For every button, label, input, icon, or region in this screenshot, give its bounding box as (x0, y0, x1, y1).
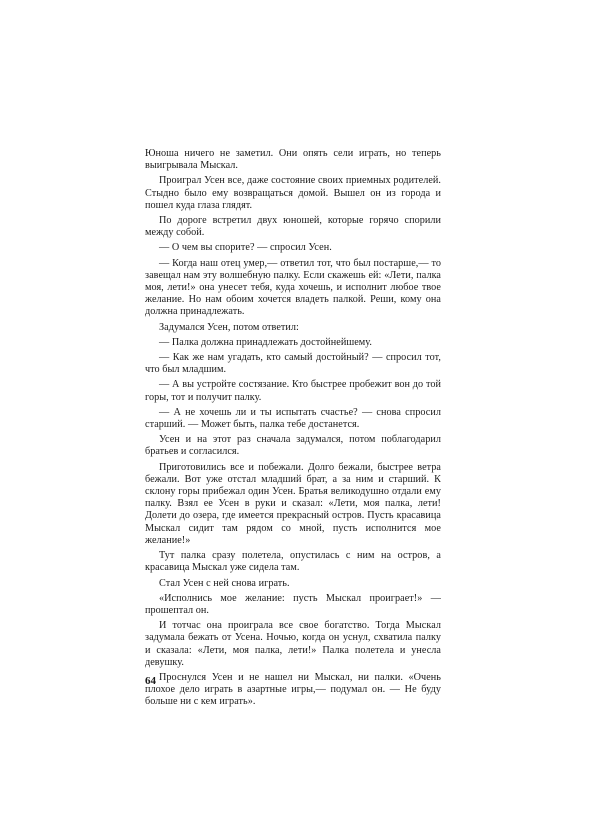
paragraph: По дороге встретил двух юношей, которые горячо спорили между собой. (145, 215, 441, 239)
paragraph: И тотчас она проиграла все свое богатство. Тогда Мыскал задумала бежать от Усена. Ночью, когда он уснул, схватила палку и сказала: «Лети, моя палка, лети!» Палка полетела и унесла девушку. (145, 620, 441, 668)
paragraph: — О чем вы спорите? — спросил Усен. (159, 242, 332, 254)
paragraph: Проснулся Усен и не нашел ни Мыскал, ни палки. «Очень плохое дело играть в азартные игры,— подумал он. — Не буду больше ни с кем играть». (145, 671, 441, 708)
paragraph: Юноша ничего не заметил. Они опять сели играть, но теперь выигрывала Мыскал. (145, 148, 441, 172)
paragraph: Проиграл Усен все, даже состояние своих приемных родителей. Стыдно было ему возвращаться домой. Вышел он из города и пошел куда глаза глядят. (145, 175, 441, 211)
paragraph: «Исполнись мое желание: пусть Мыскал проиграет!» — прошептал он. (145, 592, 441, 616)
paragraph: Стал Усен с ней снова играть. (159, 577, 290, 589)
story-text (145, 148, 441, 712)
page-number: 64 (145, 675, 156, 687)
paragraph: Приготовились все и побежали. Долго бежали, быстрее ветра бежали. Вот уже отстал младший брат, а за ним и старший. К склону горы прибежал один Усен. Братья великодушно отдали ему палку. Взял ее Усен в руки и сказал: «Лети, моя палка, лети! Долети до озера, где имеется прекрасный остров. Пусть красавица Мыскал сидит там рядом со мной, пусть исполнится мое желание!» (145, 461, 441, 546)
paragraph: — Палка должна принадлежать достойнейшему. (159, 336, 373, 348)
paragraph: — Когда наш отец умер,— ответил тот, что был постарше,— то завещал нам эту волшебную палку. Если скажешь ей: «Лети, палка моя, лети!» она унесет тебя, куда хочешь, и исполнит любое твое желание. Но нам обоим хочется владеть палкой. Реши, кому она должна принадлежать. (145, 257, 441, 318)
paragraph: Задумался Усен, потом ответил: (159, 321, 299, 333)
paragraph: — Как же нам угадать, кто самый достойный? — спросил тот, что был младшим. (145, 352, 441, 376)
paragraph: Тут палка сразу полетела, опустилась с ним на остров, а красавица Мыскал уже сидела там. (145, 550, 441, 574)
paragraph: Усен и на этот раз сначала задумался, потом поблагодарил братьев и согласился. (145, 434, 441, 458)
paragraph: — А вы устройте состязание. Кто быстрее пробежит вон до той горы, тот и получит палку. (145, 379, 441, 403)
paragraph: — А не хочешь ли и ты испытать счастье? — снова спросил старший. — Может быть, палка тебе достанется. (145, 406, 441, 431)
